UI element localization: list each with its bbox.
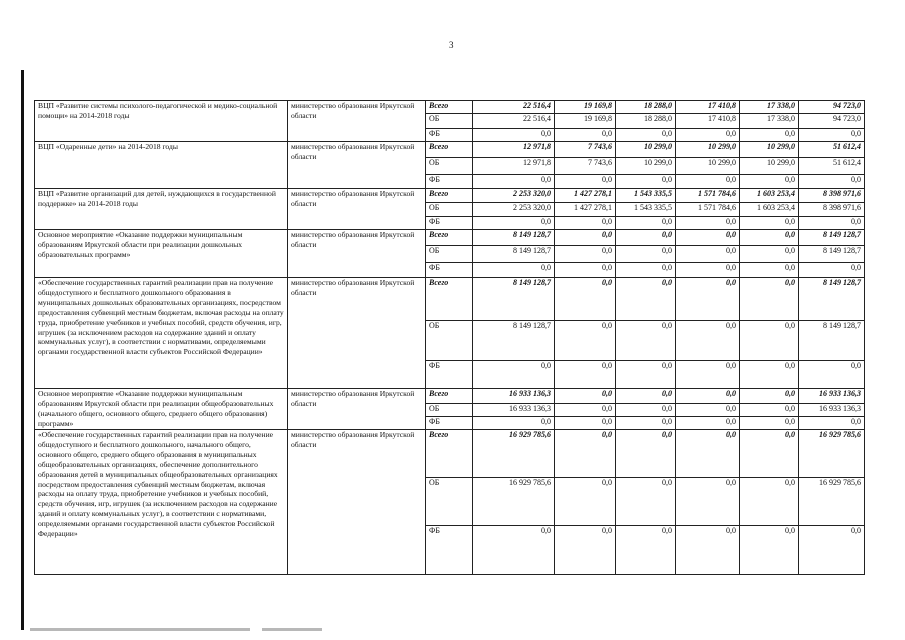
responsible-organization: министерство образования Иркутской области	[288, 389, 426, 430]
amount-cell: 1 603 253,4	[740, 189, 799, 203]
amount-cell: 18 288,0	[616, 114, 676, 129]
responsible-organization: министерство образования Иркутской области	[288, 142, 426, 189]
amount-cell: 0,0	[473, 417, 555, 430]
amount-cell: 1 543 335,5	[616, 189, 676, 203]
amount-sum-cell: 8 149 128,7	[799, 230, 865, 246]
amount-cell: 10 299,0	[740, 158, 799, 175]
amount-cell: 12 971,8	[473, 142, 555, 158]
responsible-organization: министерство образования Иркутской области	[288, 230, 426, 278]
amount-cell: 0,0	[740, 361, 799, 389]
amount-cell: 0,0	[676, 230, 740, 246]
amount-cell: 0,0	[555, 526, 616, 575]
amount-cell: 0,0	[616, 321, 676, 361]
amount-cell: 0,0	[676, 129, 740, 142]
scan-artifact-line	[30, 628, 250, 631]
scan-artifact-line-2	[262, 628, 322, 631]
amount-cell: 10 299,0	[676, 158, 740, 175]
amount-cell: 0,0	[473, 361, 555, 389]
amount-cell: 0,0	[740, 526, 799, 575]
amount-cell: 8 149 128,7	[473, 246, 555, 263]
amount-cell: 8 149 128,7	[473, 278, 555, 321]
amount-cell: 10 299,0	[616, 158, 676, 175]
amount-cell: 18 288,0	[616, 101, 676, 114]
amount-cell: 0,0	[676, 430, 740, 478]
amount-sum-cell: 0,0	[799, 361, 865, 389]
amount-cell: 0,0	[616, 526, 676, 575]
funding-type-label: Всего	[426, 278, 473, 321]
amount-cell: 0,0	[676, 217, 740, 230]
funding-type-label: Всего	[426, 101, 473, 114]
amount-sum-cell: 0,0	[799, 217, 865, 230]
amount-cell: 0,0	[676, 263, 740, 278]
amount-cell: 0,0	[676, 321, 740, 361]
amount-cell: 0,0	[740, 246, 799, 263]
amount-sum-cell: 16 929 785,6	[799, 430, 865, 478]
amount-cell: 0,0	[676, 526, 740, 575]
amount-sum-cell: 0,0	[799, 417, 865, 430]
amount-sum-cell: 16 929 785,6	[799, 478, 865, 526]
funding-type-label: ОБ	[426, 478, 473, 526]
program-2-total-row	[35, 142, 865, 158]
amount-cell: 0,0	[616, 430, 676, 478]
amount-cell: 0,0	[740, 217, 799, 230]
amount-cell: 0,0	[555, 278, 616, 321]
funding-type-label: ОБ	[426, 321, 473, 361]
funding-type-label: ОБ	[426, 203, 473, 217]
amount-cell: 8 149 128,7	[473, 230, 555, 246]
amount-cell: 0,0	[616, 404, 676, 417]
amount-cell: 0,0	[616, 217, 676, 230]
amount-cell: 0,0	[473, 263, 555, 278]
amount-cell: 22 516,4	[473, 101, 555, 114]
amount-cell: 0,0	[555, 129, 616, 142]
program-4-total-row	[35, 230, 865, 246]
funding-type-label: ФБ	[426, 175, 473, 189]
amount-cell: 0,0	[740, 278, 799, 321]
funding-type-label: Всего	[426, 142, 473, 158]
amount-cell: 0,0	[473, 129, 555, 142]
amount-cell: 0,0	[473, 526, 555, 575]
amount-cell: 0,0	[616, 389, 676, 404]
page-number: 3	[449, 40, 454, 50]
amount-cell: 16 933 136,3	[473, 404, 555, 417]
funding-type-label: ФБ	[426, 361, 473, 389]
amount-cell: 7 743,6	[555, 158, 616, 175]
amount-cell: 19 169,8	[555, 114, 616, 129]
amount-cell: 8 149 128,7	[473, 321, 555, 361]
amount-cell: 1 427 278,1	[555, 189, 616, 203]
funding-type-label: ФБ	[426, 526, 473, 575]
program-6-total-row	[35, 389, 865, 404]
funding-type-label: Всего	[426, 430, 473, 478]
amount-cell: 17 410,8	[676, 114, 740, 129]
funding-type-label: Всего	[426, 389, 473, 404]
amount-cell: 0,0	[740, 389, 799, 404]
amount-cell: 0,0	[740, 478, 799, 526]
amount-cell: 0,0	[740, 430, 799, 478]
amount-sum-cell: 8 398 971,6	[799, 189, 865, 203]
amount-cell: 0,0	[740, 175, 799, 189]
responsible-organization: министерство образования Иркутской области	[288, 430, 426, 575]
responsible-organization: министерство образования Иркутской области	[288, 101, 426, 142]
amount-cell: 0,0	[616, 361, 676, 389]
amount-sum-cell: 8 149 128,7	[799, 321, 865, 361]
amount-sum-cell: 94 723,0	[799, 114, 865, 129]
funding-type-label: ОБ	[426, 246, 473, 263]
amount-sum-cell: 0,0	[799, 263, 865, 278]
amount-sum-cell: 8 149 128,7	[799, 246, 865, 263]
amount-cell: 0,0	[740, 129, 799, 142]
funding-type-label: ОБ	[426, 404, 473, 417]
amount-cell: 10 299,0	[740, 142, 799, 158]
responsible-organization: министерство образования Иркутской области	[288, 278, 426, 389]
amount-cell: 1 603 253,4	[740, 203, 799, 217]
amount-cell: 0,0	[555, 404, 616, 417]
amount-sum-cell: 94 723,0	[799, 101, 865, 114]
amount-sum-cell: 51 612,4	[799, 158, 865, 175]
amount-cell: 12 971,8	[473, 158, 555, 175]
amount-cell: 0,0	[555, 361, 616, 389]
amount-cell: 0,0	[555, 321, 616, 361]
amount-cell: 10 299,0	[676, 142, 740, 158]
amount-cell: 0,0	[555, 230, 616, 246]
amount-sum-cell: 8 149 128,7	[799, 278, 865, 321]
amount-cell: 1 571 784,6	[676, 203, 740, 217]
program-name: ВЦП «Одаренные дети» на 2014-2018 годы	[35, 142, 288, 189]
program-5-total-row	[35, 278, 865, 321]
amount-cell: 19 169,8	[555, 101, 616, 114]
amount-cell: 0,0	[676, 246, 740, 263]
amount-sum-cell: 0,0	[799, 526, 865, 575]
amount-cell: 0,0	[616, 230, 676, 246]
amount-cell: 0,0	[555, 417, 616, 430]
amount-sum-cell: 0,0	[799, 129, 865, 142]
amount-cell: 17 338,0	[740, 101, 799, 114]
amount-cell: 0,0	[676, 361, 740, 389]
amount-cell: 1 427 278,1	[555, 203, 616, 217]
program-name: ВЦП «Развитие организаций для детей, нуждающихся в государственной поддержке» на 2014-2018 годы	[35, 189, 288, 230]
amount-cell: 0,0	[740, 230, 799, 246]
funding-type-label: Всего	[426, 189, 473, 203]
amount-cell: 0,0	[676, 417, 740, 430]
amount-cell: 0,0	[616, 175, 676, 189]
page-edge-shadow	[21, 70, 24, 630]
amount-cell: 0,0	[740, 321, 799, 361]
amount-cell: 0,0	[676, 278, 740, 321]
amount-cell: 0,0	[676, 478, 740, 526]
funding-type-label: ОБ	[426, 114, 473, 129]
funding-type-label: ФБ	[426, 417, 473, 430]
funding-type-label: ФБ	[426, 217, 473, 230]
amount-cell: 1 543 335,5	[616, 203, 676, 217]
program-name: «Обеспечение государственных гарантий реализации прав на получение общедоступного и бесплатного дошкольного образования в муниципальных дошкольных образовательных организациях, посредством предоставления субвенций местным бюджетам, включая расходы на оплату труда, приобретение учебников и учебных пособий, средств обучения, игр, игрушек (за исключением расходов на содержание зданий и оплату коммунальных услуг), в соответствии с нормативами, определяемыми органами государственной власти субъектов Российской Федерации»	[35, 278, 288, 389]
amount-cell: 0,0	[740, 263, 799, 278]
responsible-organization: министерство образования Иркутской области	[288, 189, 426, 230]
amount-cell: 0,0	[676, 175, 740, 189]
amount-sum-cell: 51 612,4	[799, 142, 865, 158]
amount-cell: 0,0	[616, 263, 676, 278]
amount-cell: 16 929 785,6	[473, 430, 555, 478]
funding-type-label: ФБ	[426, 263, 473, 278]
amount-cell: 2 253 320,0	[473, 203, 555, 217]
amount-cell: 1 571 784,6	[676, 189, 740, 203]
amount-cell: 0,0	[616, 129, 676, 142]
amount-cell: 16 929 785,6	[473, 478, 555, 526]
amount-sum-cell: 16 933 136,3	[799, 404, 865, 417]
amount-cell: 0,0	[676, 389, 740, 404]
amount-cell: 0,0	[740, 417, 799, 430]
amount-sum-cell: 8 398 971,6	[799, 203, 865, 217]
funding-type-label: ФБ	[426, 129, 473, 142]
amount-cell: 10 299,0	[616, 142, 676, 158]
budget-table	[34, 100, 865, 575]
amount-cell: 17 410,8	[676, 101, 740, 114]
amount-cell: 0,0	[555, 263, 616, 278]
program-7-total-row	[35, 430, 865, 478]
program-name: ВЦП «Развитие системы психолого-педагогической и медико-социальной помощи» на 2014-2018 годы	[35, 101, 288, 142]
amount-cell: 0,0	[555, 246, 616, 263]
amount-cell: 0,0	[555, 217, 616, 230]
amount-cell: 0,0	[616, 246, 676, 263]
amount-cell: 0,0	[616, 278, 676, 321]
amount-cell: 2 253 320,0	[473, 189, 555, 203]
amount-cell: 0,0	[740, 404, 799, 417]
amount-cell: 0,0	[616, 478, 676, 526]
amount-sum-cell: 16 933 136,3	[799, 389, 865, 404]
amount-cell: 0,0	[555, 175, 616, 189]
amount-sum-cell: 0,0	[799, 175, 865, 189]
amount-cell: 0,0	[676, 404, 740, 417]
program-3-total-row	[35, 189, 865, 203]
amount-cell: 0,0	[473, 175, 555, 189]
amount-cell: 0,0	[473, 217, 555, 230]
program-name: Основное мероприятие «Оказание поддержки муниципальным образованиям Иркутской области при реализации общеобразовательных (начального общего, основного общего, среднего общего образования) программ»	[35, 389, 288, 430]
amount-cell: 7 743,6	[555, 142, 616, 158]
amount-cell: 0,0	[555, 478, 616, 526]
amount-cell: 16 933 136,3	[473, 389, 555, 404]
funding-type-label: Всего	[426, 230, 473, 246]
funding-type-label: ОБ	[426, 158, 473, 175]
program-1-total-row	[35, 101, 865, 114]
amount-cell: 17 338,0	[740, 114, 799, 129]
program-name: Основное мероприятие «Оказание поддержки муниципальным образованиям Иркутской области при реализации дошкольных образовательных программ»	[35, 230, 288, 278]
amount-cell: 0,0	[616, 417, 676, 430]
amount-cell: 0,0	[555, 389, 616, 404]
program-name: «Обеспечение государственных гарантий реализации прав на получение общедоступного и бесплатного дошкольного, начального общего, основного общего, среднего общего образования в муниципальных общеобразовательных организациях, обеспечение дополнительного образования детей в муниципальных общеобразовательных организациях посредством предоставления субвенций местным бюджетам, включая расходы на оплату труда, приобретение учебников и учебных пособий, средств обучения, игр, игрушек (за исключением расходов на содержание зданий и оплату коммунальных услуг), в соответствии с нормативами, определяемыми органами государственной власти субъектов Российской Федерации»	[35, 430, 288, 575]
amount-cell: 0,0	[555, 430, 616, 478]
amount-cell: 22 516,4	[473, 114, 555, 129]
